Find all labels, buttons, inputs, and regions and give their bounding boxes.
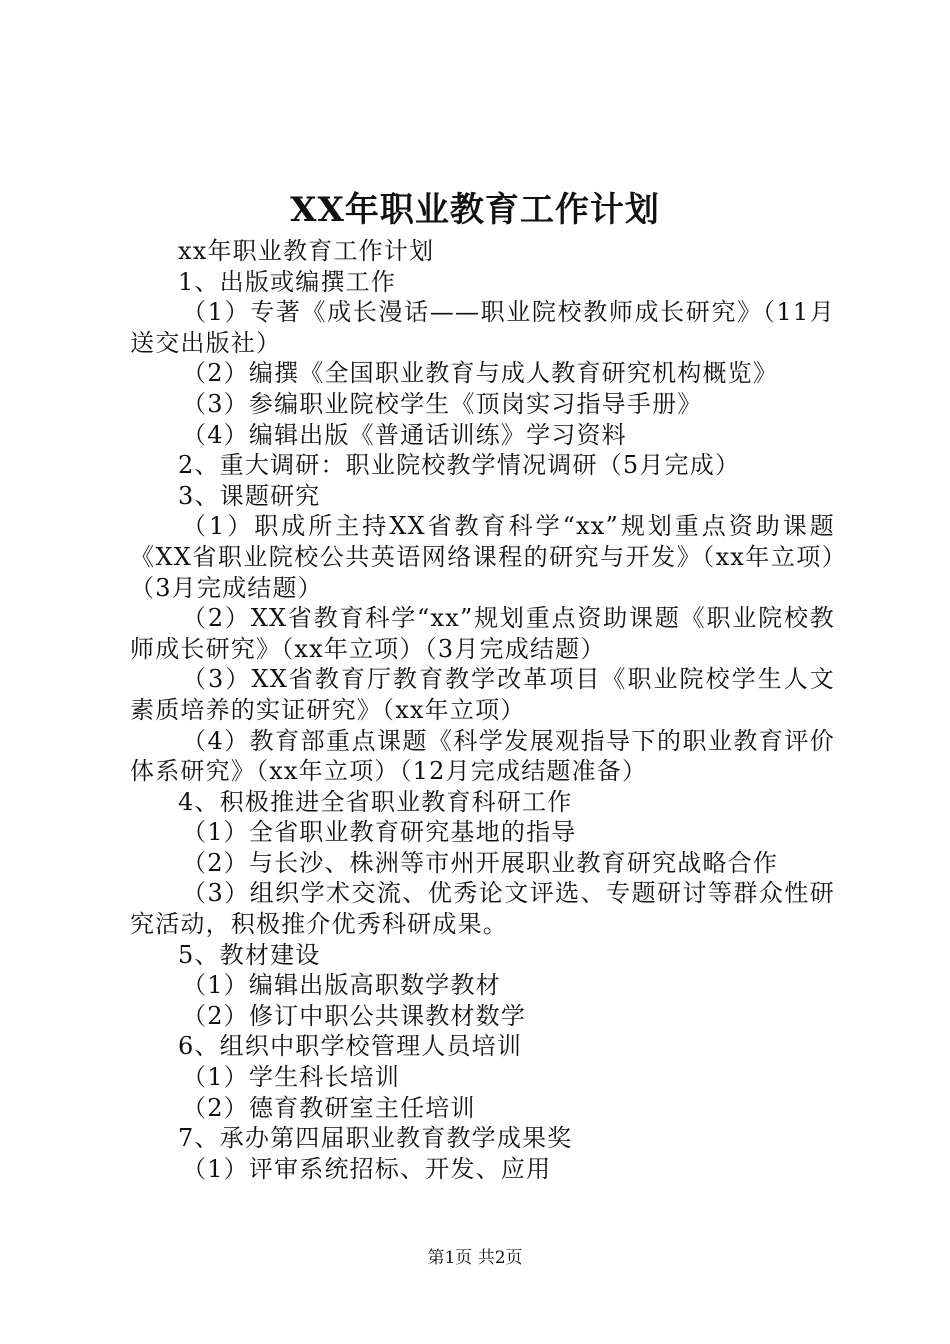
paragraph: （1）全省职业教育研究基地的指导 [182,818,577,847]
paragraph: （3）XX省教育厅教育教学改革项目《职业院校学生人文素质培养的实证研究》（xx年立项） [130,665,835,724]
page-title: XX年职业教育工作计划 [290,190,660,230]
paragraph: （2）德育教研室主任培训 [182,1093,476,1122]
paragraph: 6、组织中职学校管理人员培训 [178,1032,523,1061]
paragraph: （1）编辑出版高职数学教材 [182,971,501,1000]
paragraph: （2）修订中职公共课教材数学 [182,1001,527,1030]
paragraph: 3、课题研究 [178,481,321,510]
paragraph: （1）职成所主持XX省教育科学“xx”规划重点资助课题《XX省职业院校公共英语网络课程的研究与开发》（xx年立项）（3月完成结题） [130,512,835,602]
document-body [130,236,835,1184]
paragraph: （4）编辑出版《普通话训练》学习资料 [182,420,627,449]
paragraph: xx年职业教育工作计划 [178,237,435,265]
page-footer: 第1页 共2页 [427,1248,523,1268]
paragraph: 7、承办第四届职业教育教学成果奖 [178,1124,573,1153]
paragraph: 1、出版或编撰工作 [178,267,397,296]
paragraph: 5、教材建设 [178,940,321,969]
paragraph: 2、重大调研：职业院校教学情况调研（5月完成） [178,451,741,480]
paragraph: （2）XX省教育科学“xx”规划重点资助课题《职业院校教师成长研究》（xx年立项）（3月完成结题） [130,604,835,663]
paragraph: （1）评审系统招标、开发、应用 [182,1154,552,1183]
paragraph: （3）参编职业院校学生《顶岗实习指导手册》 [182,389,703,418]
paragraph: （2）与长沙、株洲等市州开展职业教育研究战略合作 [182,848,779,877]
paragraph: （2）编撰《全国职业教育与成人教育研究机构概览》 [182,359,779,388]
paragraph: （3）组织学术交流、优秀论文评选、专题研讨等群众性研究活动，积极推介优秀科研成果。 [130,879,835,939]
paragraph: 4、积极推进全省职业教育科研工作 [178,787,573,816]
paragraph: （1）学生科长培训 [182,1063,401,1092]
paragraph: （1）专著《成长漫话——职业院校教师成长研究》（11月送交出版社） [130,298,835,357]
paragraph: （4）教育部重点课题《科学发展观指导下的职业教育评价体系研究》（xx年立项）（12月完成结题准备） [130,726,835,786]
